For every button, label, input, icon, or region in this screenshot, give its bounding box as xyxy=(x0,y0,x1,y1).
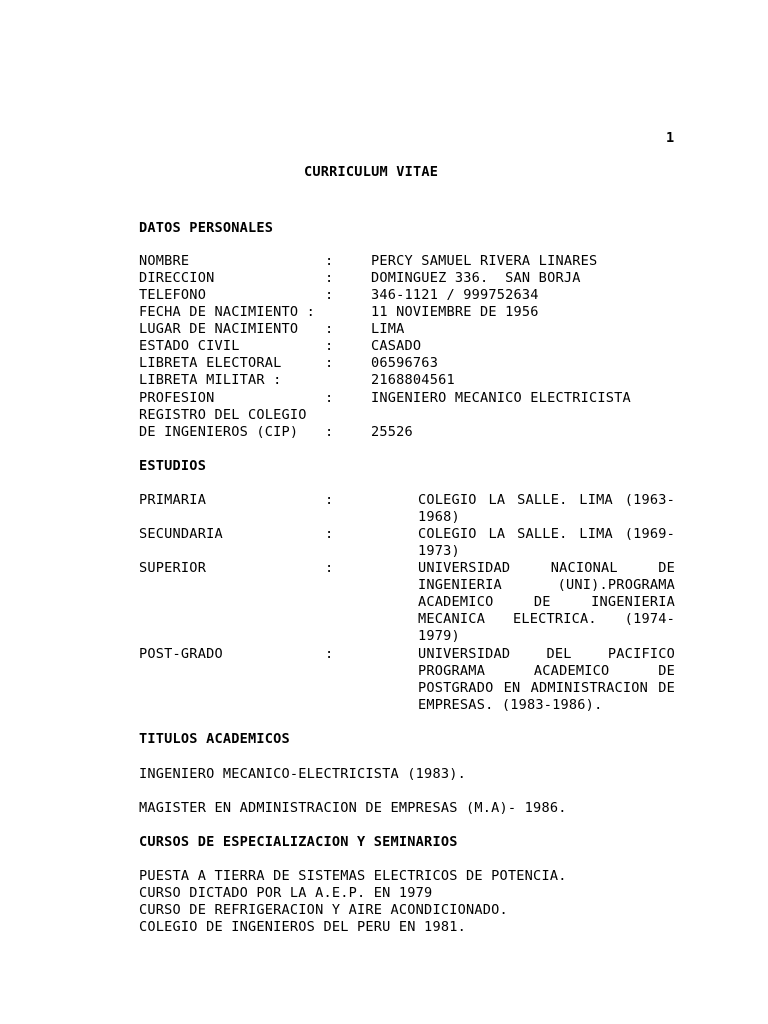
course-line: COLEGIO DE INGENIEROS DEL PERU EN 1981. xyxy=(139,919,466,935)
field-value: PERCY SAMUEL RIVERA LINARES xyxy=(371,253,598,269)
field-label: REGISTRO DEL COLEGIO xyxy=(139,407,307,423)
study-colon: : xyxy=(325,560,334,576)
field-label: DE INGENIEROS (CIP) xyxy=(139,424,299,440)
study-label: POST-GRADO xyxy=(139,646,223,662)
field-value: INGENIERO MECANICO ELECTRICISTA xyxy=(371,390,631,406)
field-colon: : xyxy=(325,355,334,371)
document-title: CURRICULUM VITAE xyxy=(304,164,439,180)
personal-row xyxy=(139,372,679,389)
field-label: TELEFONO xyxy=(139,287,207,303)
study-colon: : xyxy=(325,492,334,508)
field-value: 06596763 xyxy=(371,355,439,371)
title-item: MAGISTER EN ADMINISTRACION DE EMPRESAS (M.A)- 1986. xyxy=(139,800,567,816)
course-line: PUESTA A TIERRA DE SISTEMAS ELECTRICOS DE POTENCIA. xyxy=(139,868,567,884)
field-value: 346-1121 / 999752634 xyxy=(371,287,539,303)
field-value: 25526 xyxy=(371,424,413,440)
personal-row xyxy=(139,355,679,372)
personal-row xyxy=(139,424,679,441)
field-value: CASADO xyxy=(371,338,422,354)
personal-row xyxy=(139,407,679,424)
field-label: ESTADO CIVIL xyxy=(139,338,240,354)
study-colon: : xyxy=(325,526,334,542)
field-colon: : xyxy=(325,270,334,286)
field-label: PROFESION xyxy=(139,390,215,406)
study-value: UNIVERSIDAD NACIONAL DE INGENIERIA (UNI).PROGRAMA ACADEMICO DE INGENIERIA MECANICA ELECTRICA. (1974-1979) xyxy=(418,560,675,645)
section-heading-titles: TITULOS ACADEMICOS xyxy=(139,731,290,747)
study-value: COLEGIO LA SALLE. LIMA (1963-1968) xyxy=(418,492,675,526)
field-colon: : xyxy=(325,287,334,303)
field-label: LIBRETA MILITAR : xyxy=(139,372,282,388)
course-line: CURSO DE REFRIGERACION Y AIRE ACONDICIONADO. xyxy=(139,902,508,918)
section-heading-personal: DATOS PERSONALES xyxy=(139,220,274,236)
personal-row xyxy=(139,287,679,304)
field-value: DOMINGUEZ 336. SAN BORJA xyxy=(371,270,581,286)
personal-row xyxy=(139,390,679,407)
personal-row xyxy=(139,253,679,270)
field-value: 11 NOVIEMBRE DE 1956 xyxy=(371,304,539,320)
field-colon: : xyxy=(325,253,334,269)
personal-row xyxy=(139,321,679,338)
study-colon: : xyxy=(325,646,334,662)
section-heading-courses: CURSOS DE ESPECIALIZACION Y SEMINARIOS xyxy=(139,834,458,850)
study-label: PRIMARIA xyxy=(139,492,207,508)
study-label: SECUNDARIA xyxy=(139,526,223,542)
field-label: LIBRETA ELECTORAL xyxy=(139,355,282,371)
field-colon: : xyxy=(325,390,334,406)
course-line: CURSO DICTADO POR LA A.E.P. EN 1979 xyxy=(139,885,433,901)
page-number: 1 xyxy=(666,130,675,146)
field-value: 2168804561 xyxy=(371,372,455,388)
field-colon: : xyxy=(325,321,334,337)
study-label: SUPERIOR xyxy=(139,560,207,576)
field-label: DIRECCION xyxy=(139,270,215,286)
personal-row xyxy=(139,338,679,355)
field-label: FECHA DE NACIMIENTO : xyxy=(139,304,316,320)
study-value: UNIVERSIDAD DEL PACIFICO PROGRAMA ACADEMICO DE POSTGRADO EN ADMINISTRACION DE EMPRESAS. (1983-1986). xyxy=(418,646,675,714)
field-label: NOMBRE xyxy=(139,253,190,269)
field-value: LIMA xyxy=(371,321,405,337)
personal-row xyxy=(139,304,679,321)
field-colon: : xyxy=(325,424,334,440)
title-item: INGENIERO MECANICO-ELECTRICISTA (1983). xyxy=(139,766,466,782)
study-value: COLEGIO LA SALLE. LIMA (1969-1973) xyxy=(418,526,675,560)
field-label: LUGAR DE NACIMIENTO xyxy=(139,321,299,337)
section-heading-studies: ESTUDIOS xyxy=(139,458,207,474)
personal-row xyxy=(139,270,679,287)
field-colon: : xyxy=(325,338,334,354)
